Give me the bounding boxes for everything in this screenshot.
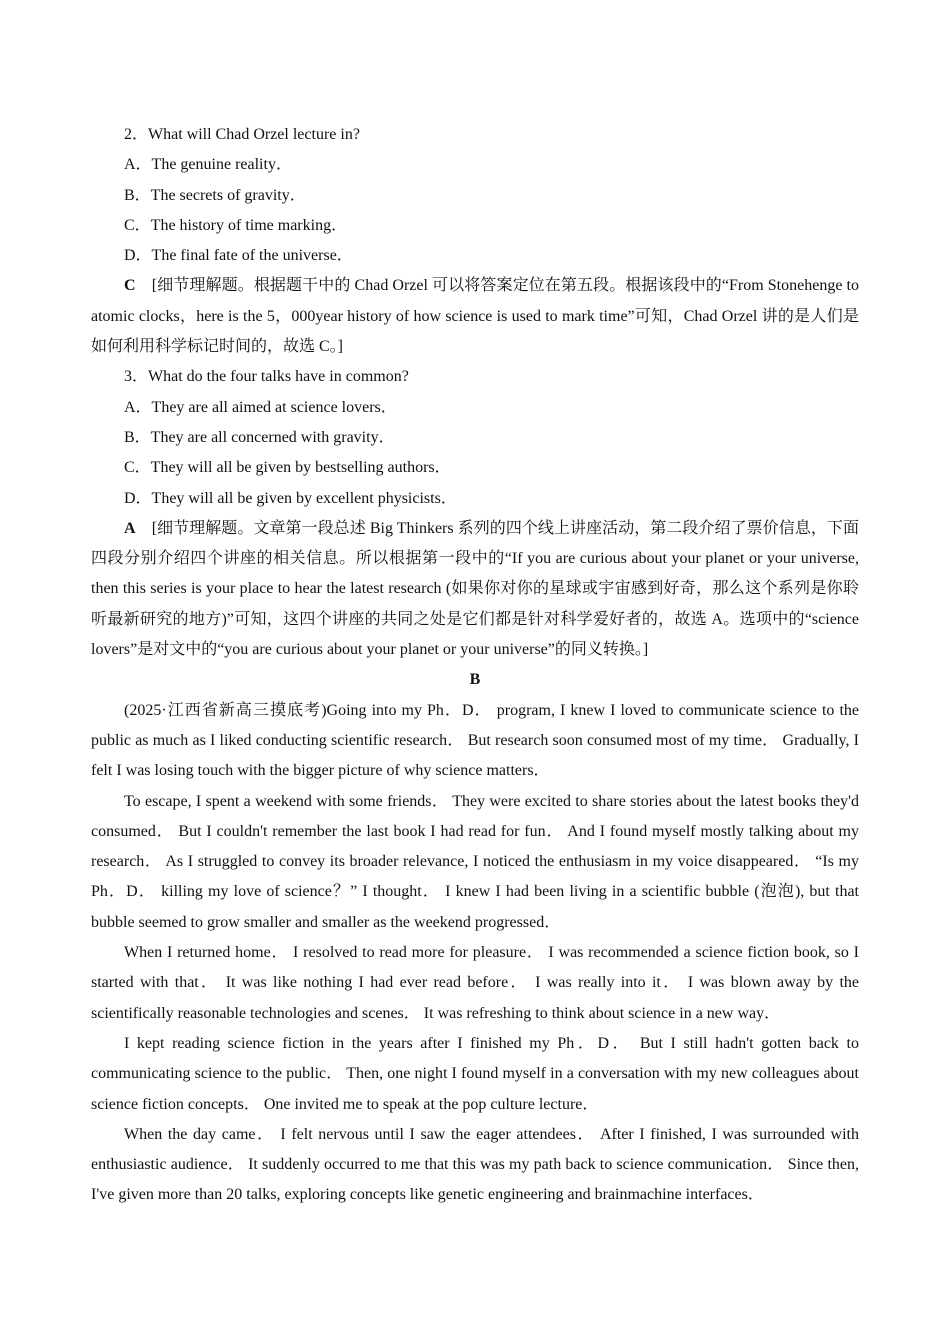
question-3-option-a: A．They are all aimed at science lovers． xyxy=(124,398,397,416)
question-3-option-d: D．They will all be given by excellent physicists． xyxy=(124,489,457,507)
question-2-answer: C xyxy=(124,277,136,295)
passage-paragraph-2: To escape, I spent a weekend with some friends． They were excited to share stories about the latest books they'd consumed． But I couldn't remember the last book I had read for fun． And I found myself mostly talking about my research． As I struggled to convey its broader relevance, I noticed the enthusiasm in my voice disappeared． “Is my Ph．D． killing my love of science？” I thought． I knew I had been living in a scientific bubble (泡泡), but that bubble seemed to grow smaller and smaller as the weekend progressed． xyxy=(91,792,859,931)
passage-paragraph-5: When the day came． I felt nervous until I saw the eager attendees． After I finished, I was surrounded with enthusiastic audience． It suddenly occurred to me that this was my path back to science communication． Since then, I've given more than 20 talks, exploring concepts like genetic engineering and brainmachine interfaces． xyxy=(91,1125,859,1204)
question-2-option-a: A．The genuine reality． xyxy=(124,156,292,174)
question-3-option-b: B．They are all concerned with gravity． xyxy=(124,428,395,446)
question-2-explanation xyxy=(91,271,859,362)
question-2-option-c: C．The history of time marking． xyxy=(124,216,348,234)
question-3-option-c: C．They will all be given by bestselling authors． xyxy=(124,459,451,477)
question-2-option-d: D．The final fate of the universe． xyxy=(124,247,353,265)
passage-paragraph-3: When I returned home． I resolved to read more for pleasure． I was recommended a science fiction book, so I started with that． It was like nothing I had ever read before． I was really into it． I was blown away by the scientifically reasonable technologies and scenes． It was refreshing to think about science in a new way． xyxy=(91,944,859,1022)
passage-paragraph-4: I kept reading science fiction in the years after I finished my Ph．D． But I still hadn't gotten back to communicating science to the public． Then, one night I found myself in a conversation with my new colleagues about science fiction concepts． One invited me to speak at the pop culture lecture． xyxy=(91,1034,859,1113)
section-b-heading: B xyxy=(469,671,481,689)
question-3-answer: A xyxy=(124,519,136,537)
document-content xyxy=(91,120,859,1211)
question-2-stem: 2．What will Chad Orzel lecture in? xyxy=(124,126,360,143)
question-2-option-b: B．The secrets of gravity． xyxy=(124,186,306,204)
passage-paragraph-1: (2025·江西省新高三摸底考)Going into my Ph．D． program, I knew I loved to communicate science to the public as much as I liked conducting scientific research． But research soon consumed most of my time． Gradually, I felt I was losing touch with the bigger picture of why science matters． xyxy=(91,701,860,780)
question-2-explanation-text: [细节理解题。根据题干中的 Chad Orzel 可以将答案定位在第五段。根据该段中的“From Stonehenge to atomic clocks，here is the 5，000year history of how science is used to mark time”可知，Chad Orzel 讲的是人们是如何利用科学标记时间的，故选 C。] xyxy=(91,277,859,356)
question-3-explanation xyxy=(91,514,859,665)
question-3-explanation-text: [细节理解题。文章第一段总述 Big Thinkers 系列的四个线上讲座活动，第二段介绍了票价信息，下面四段分别介绍四个讲座的相关信息。所以根据第一段中的“If you are curious about your planet or your universe, then this series is your place to hear the latest research (如果你对你的星球或宇宙感到好奇，那么这个系列是你聆听最新研究的地方)”可知，这四个讲座的共同之处是它们都是针对科学爱好者的，故选 A。选项中的“science lovers”是对文中的“you are curious about your planet or your universe”的同义转换。] xyxy=(91,519,859,659)
question-3-stem: 3．What do the four talks have in common? xyxy=(124,368,409,386)
